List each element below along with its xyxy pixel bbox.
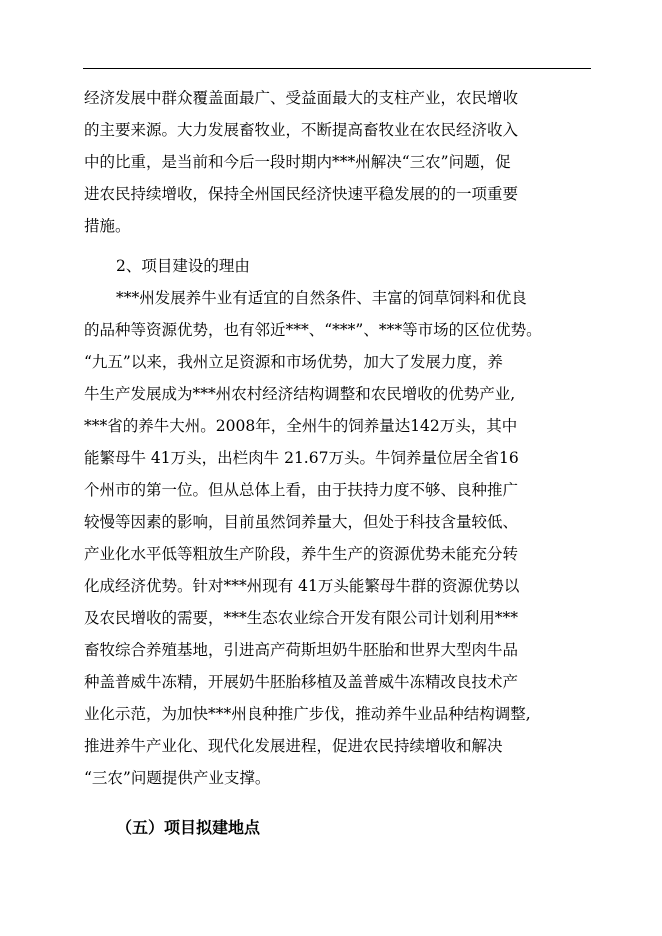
paragraph-line: ***州发展养牛业有适宜的自然条件、丰富的饲草饲料和优良 <box>116 289 527 307</box>
paragraph-line: 及农民增收的需要，***生态农业综合开发有限公司计划利用*** <box>84 609 519 627</box>
section-5-heading: （五）项目拟建地点 <box>116 818 261 837</box>
paragraph-line: “三农”问题提供产业支撑。 <box>84 769 271 787</box>
paragraph-line: 的主要来源。大力发展畜牧业，不断提高畜牧业在农民经济收入 <box>84 121 519 139</box>
paragraph-line: 中的比重，是当前和今后一段时期内***州解决“三农”问题，促 <box>84 153 511 171</box>
paragraph-line: 推进养牛产业化、现代化发展进程，促进农民持续增收和解决 <box>84 737 503 755</box>
paragraph-line: 措施。 <box>84 217 131 235</box>
paragraph-line: 化成经济优势。针对***州现有 41万头能繁母牛群的资源优势以 <box>84 577 520 595</box>
paragraph-line: 产业化水平低等粗放生产阶段，养牛生产的资源优势未能充分转 <box>84 545 519 563</box>
paragraph-line: ***省的养牛大州。2008年，全州牛的饲养量达142万头，其中 <box>84 417 518 435</box>
paragraph-line: 种盖普威牛冻精，开展奶牛胚胎移植及盖普威牛冻精改良技术产 <box>84 673 519 691</box>
section-2-title: 2、项目建设的理由 <box>116 257 250 275</box>
paragraph-line: 进农民持续增收，保持全州国民经济快速平稳发展的的一项重要 <box>84 185 519 203</box>
paragraph-line: 个州市的第一位。但从总体上看，由于扶持力度不够、良种推广 <box>84 481 519 499</box>
paragraph-line: 业化示范，为加快***州良种推广步伐，推动养牛业品种结构调整, <box>84 705 531 723</box>
paragraph-line: 的品种等资源优势，也有邻近***、“***”、***等市场的区位优势。 <box>84 321 542 339</box>
paragraph-line: 较慢等因素的影响，目前虽然饲养量大，但处于科技含量较低、 <box>84 513 519 531</box>
paragraph-line: 经济发展中群众覆盖面最广、受益面最大的支柱产业，农民增收 <box>84 89 519 107</box>
paragraph-line: 畜牧综合养殖基地，引进高产荷斯坦奶牛胚胎和世界大型肉牛品 <box>84 641 519 659</box>
paragraph-line: 牛生产发展成为***州农村经济结构调整和农民增收的优势产业, <box>84 385 516 403</box>
header-rule <box>83 68 591 69</box>
paragraph-line: 能繁母牛 41万头，出栏肉牛 21.67万头。牛饲养量位居全省16 <box>84 449 519 467</box>
paragraph-line: “九五”以来，我州立足资源和市场优势，加大了发展力度，养 <box>84 353 503 371</box>
